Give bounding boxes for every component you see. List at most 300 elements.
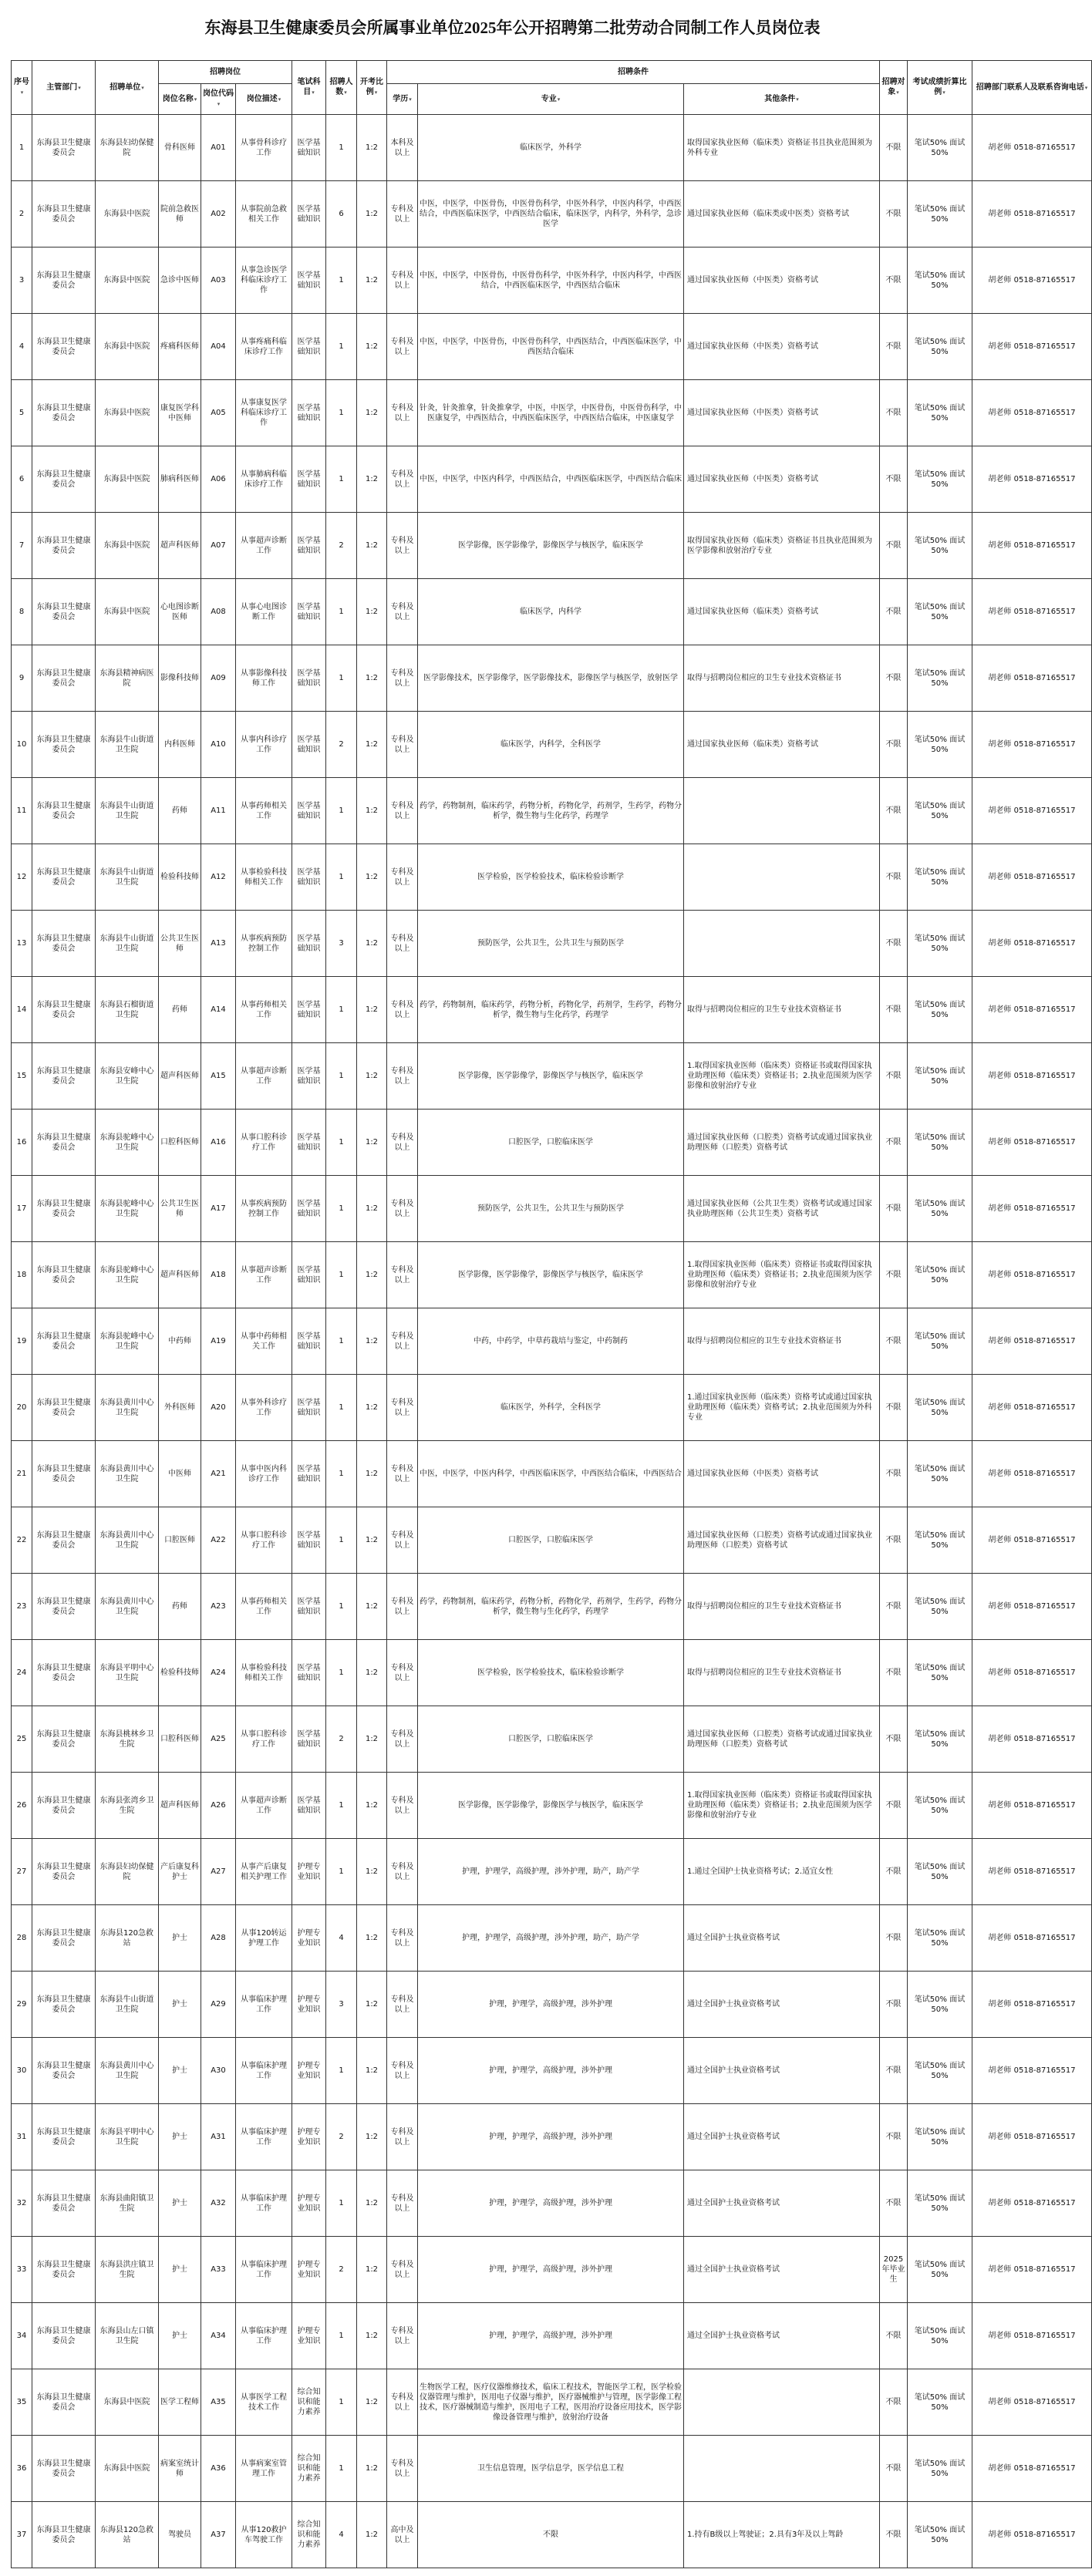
header-other[interactable]: 其他条件▾ <box>684 84 880 115</box>
cell-post-name: 医学工程师 <box>159 2369 201 2436</box>
cell-other: 取得与招聘岗位相应的卫生专业技术资格证书 <box>684 1574 880 1640</box>
cell-weight: 笔试50% 面试50% <box>908 314 972 380</box>
header-contact[interactable]: 招聘部门联系人及联系咨询电话▾ <box>972 61 1092 115</box>
table-row <box>12 2436 1092 2502</box>
cell-post-code: A02 <box>201 181 236 247</box>
cell-unit: 东海县驼峰中心卫生院 <box>96 1308 159 1375</box>
cell-contact: 胡老师 0518-87165517 <box>972 778 1092 844</box>
cell-count: 1 <box>326 380 357 446</box>
cell-other: 通过国家执业医师（口腔类）资格考试或通过国家执业助理医师（口腔类）资格考试 <box>684 1706 880 1773</box>
cell-weight: 笔试50% 面试50% <box>908 1441 972 1507</box>
cell-post-code: A18 <box>201 1242 236 1308</box>
cell-post-name: 药师 <box>159 778 201 844</box>
cell-major: 医学影像，医学影像学，影像医学与核医学，临床医学 <box>418 1773 684 1839</box>
cell-post-desc: 从事中医内科诊疗工作 <box>236 1441 292 1507</box>
cell-seq: 29 <box>12 1972 32 2038</box>
cell-post-code: A27 <box>201 1839 236 1905</box>
cell-other: 1.通过国家执业医师（临床类）资格考试或通过国家执业助理医师（临床类）资格考试；2.执业范围须为外科专业 <box>684 1375 880 1441</box>
header-weight[interactable]: 考试成绩折算比例▾ <box>908 61 972 115</box>
cell-post-name: 检验科技师 <box>159 1640 201 1706</box>
cell-seq: 33 <box>12 2237 32 2303</box>
cell-target: 不限 <box>880 446 908 513</box>
cell-exam-subject: 医学基础知识 <box>292 1242 326 1308</box>
cell-unit: 东海县曲阳镇卫生院 <box>96 2170 159 2237</box>
cell-edu: 专科及以上 <box>387 247 418 314</box>
header-major[interactable]: 专业▾ <box>418 84 684 115</box>
cell-major: 临床医学，内科学 <box>418 579 684 645</box>
cell-weight: 笔试50% 面试50% <box>908 1507 972 1574</box>
cell-post-desc: 从事疾病预防控制工作 <box>236 911 292 977</box>
header-post-group: 招聘岗位 <box>159 61 292 84</box>
cell-other: 通过国家执业医师（临床类或中医类）资格考试 <box>684 181 880 247</box>
cell-post-name: 超声科医师 <box>159 1773 201 1839</box>
cell-count: 1 <box>326 1308 357 1375</box>
table-row <box>12 2369 1092 2436</box>
cell-post-code: A24 <box>201 1640 236 1706</box>
cell-ratio: 1:2 <box>357 1110 387 1176</box>
cell-dept: 东海县卫生健康委员会 <box>32 1441 96 1507</box>
cell-edu: 专科及以上 <box>387 778 418 844</box>
cell-target: 不限 <box>880 1110 908 1176</box>
cell-post-name: 护士 <box>159 2038 201 2104</box>
cell-unit: 东海县平明中心卫生院 <box>96 2104 159 2170</box>
cell-target: 不限 <box>880 247 908 314</box>
cell-post-desc: 从事临床护理工作 <box>236 2303 292 2369</box>
cell-seq: 28 <box>12 1905 32 1972</box>
cell-weight: 笔试50% 面试50% <box>908 513 972 579</box>
cell-count: 1 <box>326 1640 357 1706</box>
cell-post-desc: 从事检验科技师相关工作 <box>236 844 292 911</box>
cell-unit: 东海县120急救站 <box>96 1905 159 1972</box>
cell-target: 不限 <box>880 1242 908 1308</box>
cell-unit: 东海县中医院 <box>96 247 159 314</box>
filter-arrow-icon[interactable]: ▾ <box>896 89 899 96</box>
cell-post-name: 超声科医师 <box>159 1242 201 1308</box>
cell-seq: 19 <box>12 1308 32 1375</box>
cell-post-name: 急诊中医师 <box>159 247 201 314</box>
filter-arrow-icon[interactable]: ▾ <box>141 84 144 91</box>
filter-arrow-icon[interactable]: ▾ <box>78 84 81 91</box>
cell-count: 1 <box>326 977 357 1043</box>
cell-major: 护理，护理学，高级护理，涉外护理 <box>418 2170 684 2237</box>
cell-other <box>684 911 880 977</box>
cell-other: 通过全国护士执业资格考试 <box>684 2038 880 2104</box>
cell-weight: 笔试50% 面试50% <box>908 1043 972 1110</box>
cell-contact: 胡老师 0518-87165517 <box>972 380 1092 446</box>
cell-edu: 专科及以上 <box>387 712 418 778</box>
cell-dept: 东海县卫生健康委员会 <box>32 712 96 778</box>
header-exam-subject[interactable]: 笔试科目▾ <box>292 61 326 115</box>
cell-contact: 胡老师 0518-87165517 <box>972 1308 1092 1375</box>
cell-other: 取得国家执业医师（临床类）资格证书且执业范围须为医学影像和放射治疗专业 <box>684 513 880 579</box>
cell-major: 护理，护理学，高级护理，涉外护理 <box>418 1972 684 2038</box>
cell-target: 不限 <box>880 1773 908 1839</box>
cell-ratio: 1:2 <box>357 579 387 645</box>
cell-target: 不限 <box>880 2303 908 2369</box>
cell-edu: 专科及以上 <box>387 1640 418 1706</box>
cell-seq: 37 <box>12 2502 32 2568</box>
cell-dept: 东海县卫生健康委员会 <box>32 2170 96 2237</box>
cell-count: 4 <box>326 2502 357 2568</box>
cell-weight: 笔试50% 面试50% <box>908 1905 972 1972</box>
filter-arrow-icon[interactable]: ▾ <box>409 96 412 103</box>
cell-post-desc: 从事临床护理工作 <box>236 2104 292 2170</box>
cell-ratio: 1:2 <box>357 1308 387 1375</box>
cell-contact: 胡老师 0518-87165517 <box>972 2237 1092 2303</box>
cell-contact: 胡老师 0518-87165517 <box>972 2170 1092 2237</box>
cell-post-name: 超声科医师 <box>159 513 201 579</box>
filter-arrow-icon[interactable]: ▾ <box>20 89 24 96</box>
header-seq[interactable]: 序号▾ <box>12 61 32 115</box>
filter-arrow-icon[interactable]: ▾ <box>278 96 281 103</box>
cell-post-desc: 从事检验科技师相关工作 <box>236 1640 292 1706</box>
cell-dept: 东海县卫生健康委员会 <box>32 2369 96 2436</box>
cell-edu: 专科及以上 <box>387 1773 418 1839</box>
table-row <box>12 778 1092 844</box>
cell-ratio: 1:2 <box>357 1706 387 1773</box>
cell-post-code: A13 <box>201 911 236 977</box>
cell-exam-subject: 护理专业知识 <box>292 1972 326 2038</box>
cell-count: 1 <box>326 1574 357 1640</box>
cell-edu: 专科及以上 <box>387 1176 418 1242</box>
cell-edu: 专科及以上 <box>387 2170 418 2237</box>
cell-major: 口腔医学，口腔临床医学 <box>418 1706 684 1773</box>
cell-exam-subject: 护理专业知识 <box>292 2038 326 2104</box>
cell-unit: 东海县安峰中心卫生院 <box>96 1043 159 1110</box>
cell-major: 临床医学，外科学 <box>418 115 684 181</box>
cell-edu: 专科及以上 <box>387 2104 418 2170</box>
cell-seq: 36 <box>12 2436 32 2502</box>
cell-post-name: 肺病科医师 <box>159 446 201 513</box>
table-row <box>12 1176 1092 1242</box>
cell-seq: 23 <box>12 1574 32 1640</box>
table-row <box>12 1773 1092 1839</box>
filter-arrow-icon[interactable]: ▾ <box>344 89 347 96</box>
cell-edu: 专科及以上 <box>387 1308 418 1375</box>
cell-exam-subject: 护理专业知识 <box>292 2104 326 2170</box>
filter-arrow-icon[interactable]: ▾ <box>796 96 799 103</box>
cell-exam-subject: 医学基础知识 <box>292 1110 326 1176</box>
header-dept[interactable]: 主管部门▾ <box>32 61 96 115</box>
cell-dept: 东海县卫生健康委员会 <box>32 2303 96 2369</box>
cell-contact: 胡老师 0518-87165517 <box>972 1176 1092 1242</box>
cell-post-desc: 从事心电图诊断工作 <box>236 579 292 645</box>
cell-ratio: 1:2 <box>357 181 387 247</box>
filter-arrow-icon[interactable]: ▾ <box>942 89 945 96</box>
table-row <box>12 1043 1092 1110</box>
cell-unit: 东海县中医院 <box>96 380 159 446</box>
cell-other: 通过国家执业医师（中医类）资格考试 <box>684 380 880 446</box>
cell-other: 通过全国护士执业资格考试 <box>684 2170 880 2237</box>
cell-target: 不限 <box>880 712 908 778</box>
cell-major: 卫生信息管理，医学信息学，医学信息工程 <box>418 2436 684 2502</box>
filter-arrow-icon[interactable]: ▾ <box>312 89 315 96</box>
cell-dept: 东海县卫生健康委员会 <box>32 911 96 977</box>
cell-major: 药学，药物制剂，临床药学，药物分析，药物化学，药剂学，生药学，药物分析学，微生物与生化药学，药理学 <box>418 778 684 844</box>
cell-count: 2 <box>326 2237 357 2303</box>
cell-edu: 专科及以上 <box>387 579 418 645</box>
table-row <box>12 1242 1092 1308</box>
cell-post-desc: 从事院前急救相关工作 <box>236 181 292 247</box>
cell-post-desc: 从事口腔科诊疗工作 <box>236 1507 292 1574</box>
cell-seq: 34 <box>12 2303 32 2369</box>
cell-contact: 胡老师 0518-87165517 <box>972 181 1092 247</box>
cell-post-code: A07 <box>201 513 236 579</box>
cell-unit: 东海县中医院 <box>96 513 159 579</box>
cell-other: 1.持有B级以上驾驶证；2.具有3年及以上驾龄 <box>684 2502 880 2568</box>
cell-target: 不限 <box>880 1176 908 1242</box>
cell-other: 通过国家执业医师（口腔类）资格考试或通过国家执业助理医师（口腔类）资格考试 <box>684 1110 880 1176</box>
header-post-code[interactable]: 岗位代码▾ <box>201 84 236 115</box>
cell-post-name: 病案室统计师 <box>159 2436 201 2502</box>
cell-major: 医学影像，医学影像学，影像医学与核医学，临床医学 <box>418 1242 684 1308</box>
cell-exam-subject: 综合知识和能力素养 <box>292 2436 326 2502</box>
cell-post-name: 护士 <box>159 1972 201 2038</box>
cell-weight: 笔试50% 面试50% <box>908 1242 972 1308</box>
cell-exam-subject: 医学基础知识 <box>292 247 326 314</box>
cell-unit: 东海县120急救站 <box>96 2502 159 2568</box>
table-row <box>12 1972 1092 2038</box>
filter-arrow-icon[interactable]: ▾ <box>194 96 197 103</box>
cell-target: 不限 <box>880 1043 908 1110</box>
header-post-name[interactable]: 岗位名称▾ <box>159 84 201 115</box>
cell-post-code: A35 <box>201 2369 236 2436</box>
header-post-desc[interactable]: 岗位描述▾ <box>236 84 292 115</box>
cell-ratio: 1:2 <box>357 1972 387 2038</box>
cell-post-desc: 从事临床护理工作 <box>236 2038 292 2104</box>
cell-exam-subject: 医学基础知识 <box>292 1574 326 1640</box>
cell-contact: 胡老师 0518-87165517 <box>972 513 1092 579</box>
cell-weight: 笔试50% 面试50% <box>908 1176 972 1242</box>
cell-contact: 胡老师 0518-87165517 <box>972 1507 1092 1574</box>
cell-weight: 笔试50% 面试50% <box>908 645 972 712</box>
cell-other: 通过全国护士执业资格考试 <box>684 1972 880 2038</box>
cell-ratio: 1:2 <box>357 1905 387 1972</box>
cell-major: 中医，中医学，中医内科学，中西医临床医学，中西医结合临床，中西医结合 <box>418 1441 684 1507</box>
cell-ratio: 1:2 <box>357 1043 387 1110</box>
cell-post-code: A33 <box>201 2237 236 2303</box>
cell-exam-subject: 护理专业知识 <box>292 2303 326 2369</box>
cell-post-name: 口腔科医师 <box>159 1110 201 1176</box>
cell-target: 不限 <box>880 2369 908 2436</box>
cell-ratio: 1:2 <box>357 2038 387 2104</box>
cell-target: 不限 <box>880 844 908 911</box>
cell-post-desc: 从事口腔科诊疗工作 <box>236 1706 292 1773</box>
cell-ratio: 1:2 <box>357 247 387 314</box>
cell-seq: 12 <box>12 844 32 911</box>
cell-major: 生物医学工程，医疗仪器维修技术，临床工程技术，智能医学工程，医学检验仪器管理与维护，医用电子仪器与维护，医疗器械维护与管理，医学影像工程技术，医疗器械制造与维护，医用电子工程，医用治疗设备应用技术，医学影像设备管理与维护，放射治疗设备 <box>418 2369 684 2436</box>
cell-post-name: 药师 <box>159 977 201 1043</box>
cell-seq: 26 <box>12 1773 32 1839</box>
cell-seq: 16 <box>12 1110 32 1176</box>
table-row <box>12 314 1092 380</box>
cell-post-code: A15 <box>201 1043 236 1110</box>
cell-exam-subject: 医学基础知识 <box>292 1176 326 1242</box>
cell-unit: 东海县中医院 <box>96 579 159 645</box>
filter-arrow-icon[interactable]: ▾ <box>217 101 221 107</box>
cell-contact: 胡老师 0518-87165517 <box>972 446 1092 513</box>
cell-edu: 专科及以上 <box>387 844 418 911</box>
cell-weight: 笔试50% 面试50% <box>908 181 972 247</box>
table-row <box>12 1308 1092 1375</box>
header-target[interactable]: 招聘对象▾ <box>880 61 908 115</box>
cell-major: 医学影像，医学影像学，影像医学与核医学，临床医学 <box>418 1043 684 1110</box>
table-row <box>12 247 1092 314</box>
cell-other: 取得与招聘岗位相应的卫生专业技术资格证书 <box>684 645 880 712</box>
cell-exam-subject: 医学基础知识 <box>292 645 326 712</box>
cell-ratio: 1:2 <box>357 1375 387 1441</box>
cell-count: 1 <box>326 1375 357 1441</box>
table-row <box>12 1110 1092 1176</box>
cell-exam-subject: 综合知识和能力素养 <box>292 2369 326 2436</box>
cell-seq: 35 <box>12 2369 32 2436</box>
cell-count: 1 <box>326 1043 357 1110</box>
cell-dept: 东海县卫生健康委员会 <box>32 1574 96 1640</box>
cell-dept: 东海县卫生健康委员会 <box>32 1242 96 1308</box>
cell-unit: 东海县中医院 <box>96 2369 159 2436</box>
header-count[interactable]: 招聘人数▾ <box>326 61 357 115</box>
filter-arrow-icon[interactable]: ▾ <box>374 89 378 96</box>
cell-ratio: 1:2 <box>357 446 387 513</box>
table-row <box>12 1640 1092 1706</box>
cell-ratio: 1:2 <box>357 1242 387 1308</box>
cell-seq: 22 <box>12 1507 32 1574</box>
cell-edu: 专科及以上 <box>387 1839 418 1905</box>
cell-edu: 本科及以上 <box>387 115 418 181</box>
cell-major: 预防医学，公共卫生，公共卫生与预防医学 <box>418 1176 684 1242</box>
cell-exam-subject: 医学基础知识 <box>292 1773 326 1839</box>
cell-unit: 东海县黄川中心卫生院 <box>96 1507 159 1574</box>
table-body <box>12 115 1092 2568</box>
cell-dept: 东海县卫生健康委员会 <box>32 844 96 911</box>
cell-post-code: A06 <box>201 446 236 513</box>
filter-arrow-icon[interactable]: ▾ <box>1084 84 1088 91</box>
cell-unit: 东海县驼峰中心卫生院 <box>96 1110 159 1176</box>
cell-ratio: 1:2 <box>357 2170 387 2237</box>
cell-major: 护理，护理学，高级护理，涉外护理 <box>418 2038 684 2104</box>
cell-ratio: 1:2 <box>357 977 387 1043</box>
cell-major: 护理，护理学，高级护理，涉外护理，助产，助产学 <box>418 1839 684 1905</box>
cell-count: 1 <box>326 1242 357 1308</box>
cell-seq: 7 <box>12 513 32 579</box>
cell-weight: 笔试50% 面试50% <box>908 1110 972 1176</box>
cell-post-name: 药师 <box>159 1574 201 1640</box>
cell-major: 预防医学，公共卫生，公共卫生与预防医学 <box>418 911 684 977</box>
cell-post-code: A26 <box>201 1773 236 1839</box>
header-edu[interactable]: 学历▾ <box>387 84 418 115</box>
cell-post-desc: 从事临床护理工作 <box>236 1972 292 2038</box>
cell-count: 2 <box>326 1706 357 1773</box>
cell-target: 不限 <box>880 2104 908 2170</box>
cell-major: 中药，中药学，中草药栽培与鉴定，中药制药 <box>418 1308 684 1375</box>
cell-post-code: A30 <box>201 2038 236 2104</box>
cell-count: 1 <box>326 314 357 380</box>
cell-seq: 18 <box>12 1242 32 1308</box>
cell-weight: 笔试50% 面试50% <box>908 778 972 844</box>
cell-major: 中医，中医学，中医骨伤，中医骨伤科学，中医外科学，中医内科学，中西医结合，中西医临床医学，中西医结合临床 <box>418 247 684 314</box>
cell-other: 通过国家执业医师（临床类）资格考试 <box>684 712 880 778</box>
cell-edu: 专科及以上 <box>387 314 418 380</box>
cell-exam-subject: 医学基础知识 <box>292 314 326 380</box>
cell-post-desc: 从事急诊医学科临床诊疗工作 <box>236 247 292 314</box>
cell-weight: 笔试50% 面试50% <box>908 1574 972 1640</box>
table-row <box>12 2303 1092 2369</box>
cell-contact: 胡老师 0518-87165517 <box>972 977 1092 1043</box>
cell-dept: 东海县卫生健康委员会 <box>32 2038 96 2104</box>
cell-seq: 6 <box>12 446 32 513</box>
cell-target: 2025年毕业生 <box>880 2237 908 2303</box>
cell-dept: 东海县卫生健康委员会 <box>32 1905 96 1972</box>
cell-ratio: 1:2 <box>357 1640 387 1706</box>
cell-unit: 东海县桃林乡卫生院 <box>96 1706 159 1773</box>
cell-weight: 笔试50% 面试50% <box>908 911 972 977</box>
cell-unit: 东海县山左口镇卫生院 <box>96 2303 159 2369</box>
cell-dept: 东海县卫生健康委员会 <box>32 1110 96 1176</box>
cell-post-desc: 从事药师相关工作 <box>236 778 292 844</box>
cell-unit: 东海县精神病医院 <box>96 645 159 712</box>
cell-other: 通过全国护士执业资格考试 <box>684 2303 880 2369</box>
cell-target: 不限 <box>880 2436 908 2502</box>
table-row <box>12 2104 1092 2170</box>
cell-dept: 东海县卫生健康委员会 <box>32 1176 96 1242</box>
cell-post-code: A01 <box>201 115 236 181</box>
cell-count: 1 <box>326 247 357 314</box>
cell-post-desc: 从事影像科技师工作 <box>236 645 292 712</box>
cell-post-name: 护士 <box>159 2170 201 2237</box>
cell-count: 1 <box>326 2369 357 2436</box>
cell-seq: 11 <box>12 778 32 844</box>
cell-major: 护理，护理学，高级护理，涉外护理，助产，助产学 <box>418 1905 684 1972</box>
cell-post-code: A21 <box>201 1441 236 1507</box>
table-row <box>12 1441 1092 1507</box>
cell-contact: 胡老师 0518-87165517 <box>972 1839 1092 1905</box>
cell-post-desc: 从事口腔科诊疗工作 <box>236 1110 292 1176</box>
cell-count: 1 <box>326 1176 357 1242</box>
cell-dept: 东海县卫生健康委员会 <box>32 1507 96 1574</box>
cell-ratio: 1:2 <box>357 115 387 181</box>
header-ratio[interactable]: 开考比例▾ <box>357 61 387 115</box>
filter-arrow-icon[interactable]: ▾ <box>557 96 561 103</box>
cell-major: 中医，中医学，中医骨伤，中医骨伤科学，中西医结合，中西医临床医学，中西医结合临床 <box>418 314 684 380</box>
cell-exam-subject: 医学基础知识 <box>292 1441 326 1507</box>
cell-contact: 胡老师 0518-87165517 <box>972 579 1092 645</box>
cell-count: 1 <box>326 844 357 911</box>
cell-exam-subject: 医学基础知识 <box>292 712 326 778</box>
cell-dept: 东海县卫生健康委员会 <box>32 1839 96 1905</box>
cell-count: 1 <box>326 1839 357 1905</box>
cell-major: 护理，护理学，高级护理，涉外护理 <box>418 2237 684 2303</box>
cell-target: 不限 <box>880 645 908 712</box>
cell-unit: 东海县妇幼保健院 <box>96 1839 159 1905</box>
cell-exam-subject: 医学基础知识 <box>292 844 326 911</box>
cell-weight: 笔试50% 面试50% <box>908 2436 972 2502</box>
cell-ratio: 1:2 <box>357 513 387 579</box>
cell-major: 针灸，针灸推拿，针灸推拿学，中医，中医学，中医骨伤，中医骨伤科学，中医康复学，中西医结合，中西医临床医学，中西医结合临床，中医康复学 <box>418 380 684 446</box>
cell-dept: 东海县卫生健康委员会 <box>32 2237 96 2303</box>
cell-post-desc: 从事病案室管理工作 <box>236 2436 292 2502</box>
cell-target: 不限 <box>880 314 908 380</box>
cell-major: 临床医学，内科学，全科医学 <box>418 712 684 778</box>
cell-count: 1 <box>326 1441 357 1507</box>
cell-seq: 14 <box>12 977 32 1043</box>
cell-exam-subject: 医学基础知识 <box>292 579 326 645</box>
cell-edu: 专科及以上 <box>387 1706 418 1773</box>
cell-contact: 胡老师 0518-87165517 <box>972 115 1092 181</box>
header-unit[interactable]: 招聘单位▾ <box>96 61 159 115</box>
cell-target: 不限 <box>880 1972 908 2038</box>
table-header <box>12 61 1092 115</box>
cell-major: 不限 <box>418 2502 684 2568</box>
